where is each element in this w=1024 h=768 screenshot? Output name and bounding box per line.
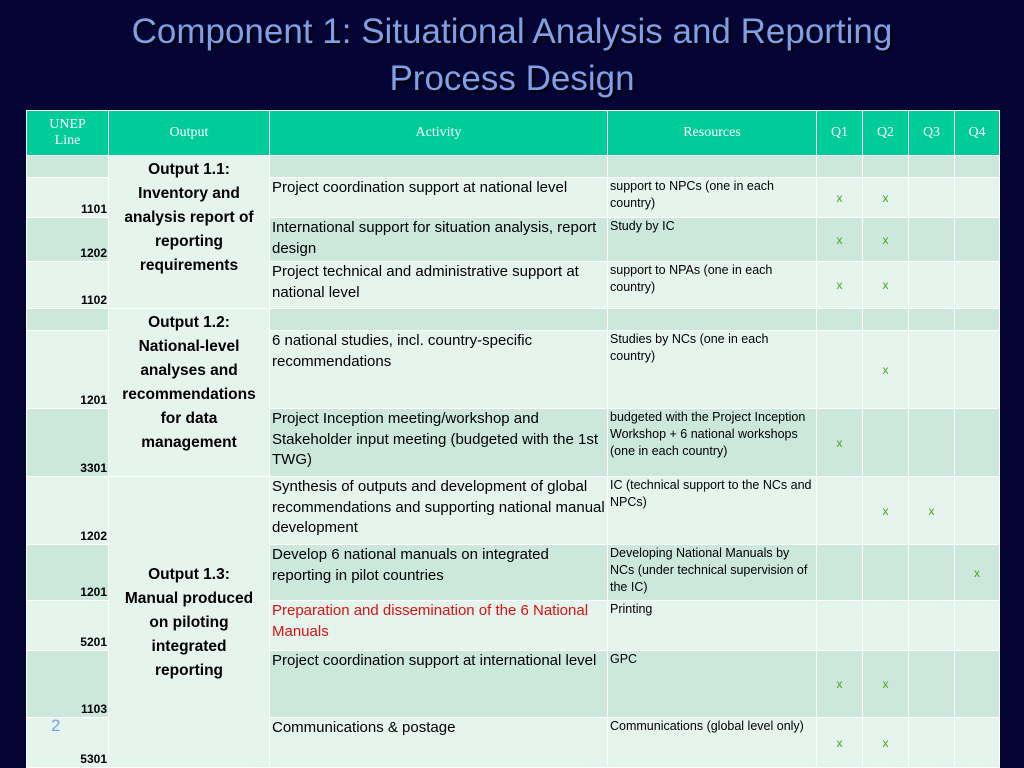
header-q3: Q3: [909, 111, 955, 156]
title-line-2: Process Design: [389, 59, 635, 98]
activity-cell: Project coordination support at national level: [270, 178, 608, 218]
output-text-line: National-level: [138, 338, 240, 355]
spacer-cell: [27, 156, 109, 178]
spacer-cell: [270, 156, 608, 178]
q3-mark: [909, 178, 955, 218]
unep-line-cell: 1202: [27, 477, 109, 545]
unep-line-cell: 5201: [27, 601, 109, 651]
q3-mark: [909, 331, 955, 409]
spacer-cell: [608, 156, 817, 178]
output-text-line: analysis report of: [124, 209, 254, 226]
spacer-cell: [817, 309, 863, 331]
q4-mark: [955, 178, 1000, 218]
output-text-line: analyses and: [140, 362, 238, 379]
resources-cell: Printing: [608, 601, 817, 651]
output-text-line: Output 1.3:: [148, 566, 230, 583]
unep-line-cell: 1101: [27, 178, 109, 218]
q1-mark: x: [817, 651, 863, 718]
output-text-line: reporting: [154, 233, 224, 250]
output-text-line: on piloting: [149, 614, 229, 631]
q4-mark: [955, 601, 1000, 651]
q4-mark: [955, 409, 1000, 477]
spacer-row: [27, 156, 1000, 178]
q1-mark: x: [817, 178, 863, 218]
spacer-cell: [863, 156, 909, 178]
resources-cell: support to NPAs (one in each country): [608, 262, 817, 309]
q2-mark: x: [863, 718, 909, 768]
q1-mark: x: [817, 262, 863, 309]
activity-cell: Develop 6 national manuals on integrated reporting in pilot countries: [270, 545, 608, 601]
output-text-line: for data: [160, 410, 218, 427]
resources-cell: IC (technical support to the NCs and NPCs): [608, 477, 817, 545]
q1-mark: [817, 545, 863, 601]
resources-cell: Studies by NCs (one in each country): [608, 331, 817, 409]
q1-mark: [817, 601, 863, 651]
q4-mark: [955, 477, 1000, 545]
resources-cell: Developing National Manuals by NCs (under technical supervision of the IC): [608, 545, 817, 601]
spacer-cell: [27, 309, 109, 331]
resources-cell: budgeted with the Project Inception Workshop + 6 national workshops (one in each country): [608, 409, 817, 477]
q4-mark: [955, 331, 1000, 409]
spacer-cell: [909, 156, 955, 178]
spacer-cell: [955, 309, 1000, 331]
q3-mark: [909, 218, 955, 262]
output-text-line: integrated: [151, 638, 227, 655]
q2-mark: x: [863, 178, 909, 218]
q2-mark: [863, 409, 909, 477]
resources-cell: Study by IC: [608, 218, 817, 262]
unep-line-cell: 1201: [27, 331, 109, 409]
q3-mark: [909, 545, 955, 601]
header-row: [27, 111, 1000, 156]
unep-line-cell: 5301: [27, 718, 109, 768]
q1-mark: x: [817, 718, 863, 768]
spacer-cell: [863, 309, 909, 331]
spacer-cell: [817, 156, 863, 178]
activity-cell: 6 national studies, incl. country-specific recommendations: [270, 331, 608, 409]
activity-cell: Project Inception meeting/workshop and Stakeholder input meeting (budgeted with the 1st TWG): [270, 409, 608, 477]
resources-cell: support to NPCs (one in each country): [608, 178, 817, 218]
q4-mark: [955, 262, 1000, 309]
header-q4: Q4: [955, 111, 1000, 156]
q3-mark: [909, 409, 955, 477]
spacer-row: [27, 309, 1000, 331]
header-unep-label: UNEP: [49, 117, 86, 132]
header-resources: Resources: [608, 111, 817, 156]
activity-cell: Communications & postage: [270, 718, 608, 768]
q4-mark: [955, 718, 1000, 768]
unep-line-cell: 1201: [27, 545, 109, 601]
q2-mark: [863, 545, 909, 601]
q1-mark: x: [817, 409, 863, 477]
q3-mark: [909, 262, 955, 309]
q2-mark: x: [863, 331, 909, 409]
output-1-3: [109, 477, 270, 768]
activity-cell: Preparation and dissemination of the 6 National Manuals: [270, 601, 608, 651]
header-q1: Q1: [817, 111, 863, 156]
q2-mark: [863, 601, 909, 651]
output-text-line: Output 1.2:: [148, 314, 230, 331]
q1-mark: [817, 331, 863, 409]
q3-mark: [909, 651, 955, 718]
header-q2: Q2: [863, 111, 909, 156]
header-output: Output: [109, 111, 270, 156]
q4-mark: x: [955, 545, 1000, 601]
activity-cell: Synthesis of outputs and development of global recommendations and supporting national manual development: [270, 477, 608, 545]
header-unep-line: [27, 111, 109, 156]
output-text-line: reporting: [154, 662, 224, 679]
output-1-2: [109, 309, 270, 477]
q1-mark: x: [817, 218, 863, 262]
q3-mark: [909, 601, 955, 651]
work-plan-table: [26, 110, 1000, 768]
title-line-1: Component 1: Situational Analysis and Reporting: [131, 12, 893, 51]
activity-cell: Project coordination support at international level: [270, 651, 608, 718]
output-text-line: Output 1.1:: [148, 161, 230, 178]
unep-line-cell: 1102: [27, 262, 109, 309]
unep-line-cell: 1202: [27, 218, 109, 262]
output-text-line: Inventory and: [138, 185, 240, 202]
q4-mark: [955, 218, 1000, 262]
resources-cell: GPC: [608, 651, 817, 718]
q3-mark: x: [909, 477, 955, 545]
spacer-cell: [955, 156, 1000, 178]
page-number: 2: [51, 716, 61, 735]
output-text-line: requirements: [139, 257, 239, 274]
spacer-cell: [608, 309, 817, 331]
table-row: [27, 477, 1000, 545]
slide-title: [0, 8, 1024, 102]
unep-line-cell: 3301: [27, 409, 109, 477]
activity-cell: Project technical and administrative support at national level: [270, 262, 608, 309]
activity-cell: International support for situation analysis, report design: [270, 218, 608, 262]
q2-mark: x: [863, 477, 909, 545]
q2-mark: x: [863, 262, 909, 309]
q2-mark: x: [863, 218, 909, 262]
output-text-line: Manual produced: [124, 590, 254, 607]
resources-cell: Communications (global level only): [608, 718, 817, 768]
spacer-cell: [270, 309, 608, 331]
q4-mark: [955, 651, 1000, 718]
q3-mark: [909, 718, 955, 768]
output-text-line: recommendations: [122, 386, 256, 403]
q2-mark: x: [863, 651, 909, 718]
spacer-cell: [909, 309, 955, 331]
unep-line-cell: 1103: [27, 651, 109, 718]
output-1-1: [109, 156, 270, 309]
header-line-label: Line: [54, 133, 81, 148]
output-text-line: management: [141, 434, 237, 451]
q1-mark: [817, 477, 863, 545]
header-activity: Activity: [270, 111, 608, 156]
